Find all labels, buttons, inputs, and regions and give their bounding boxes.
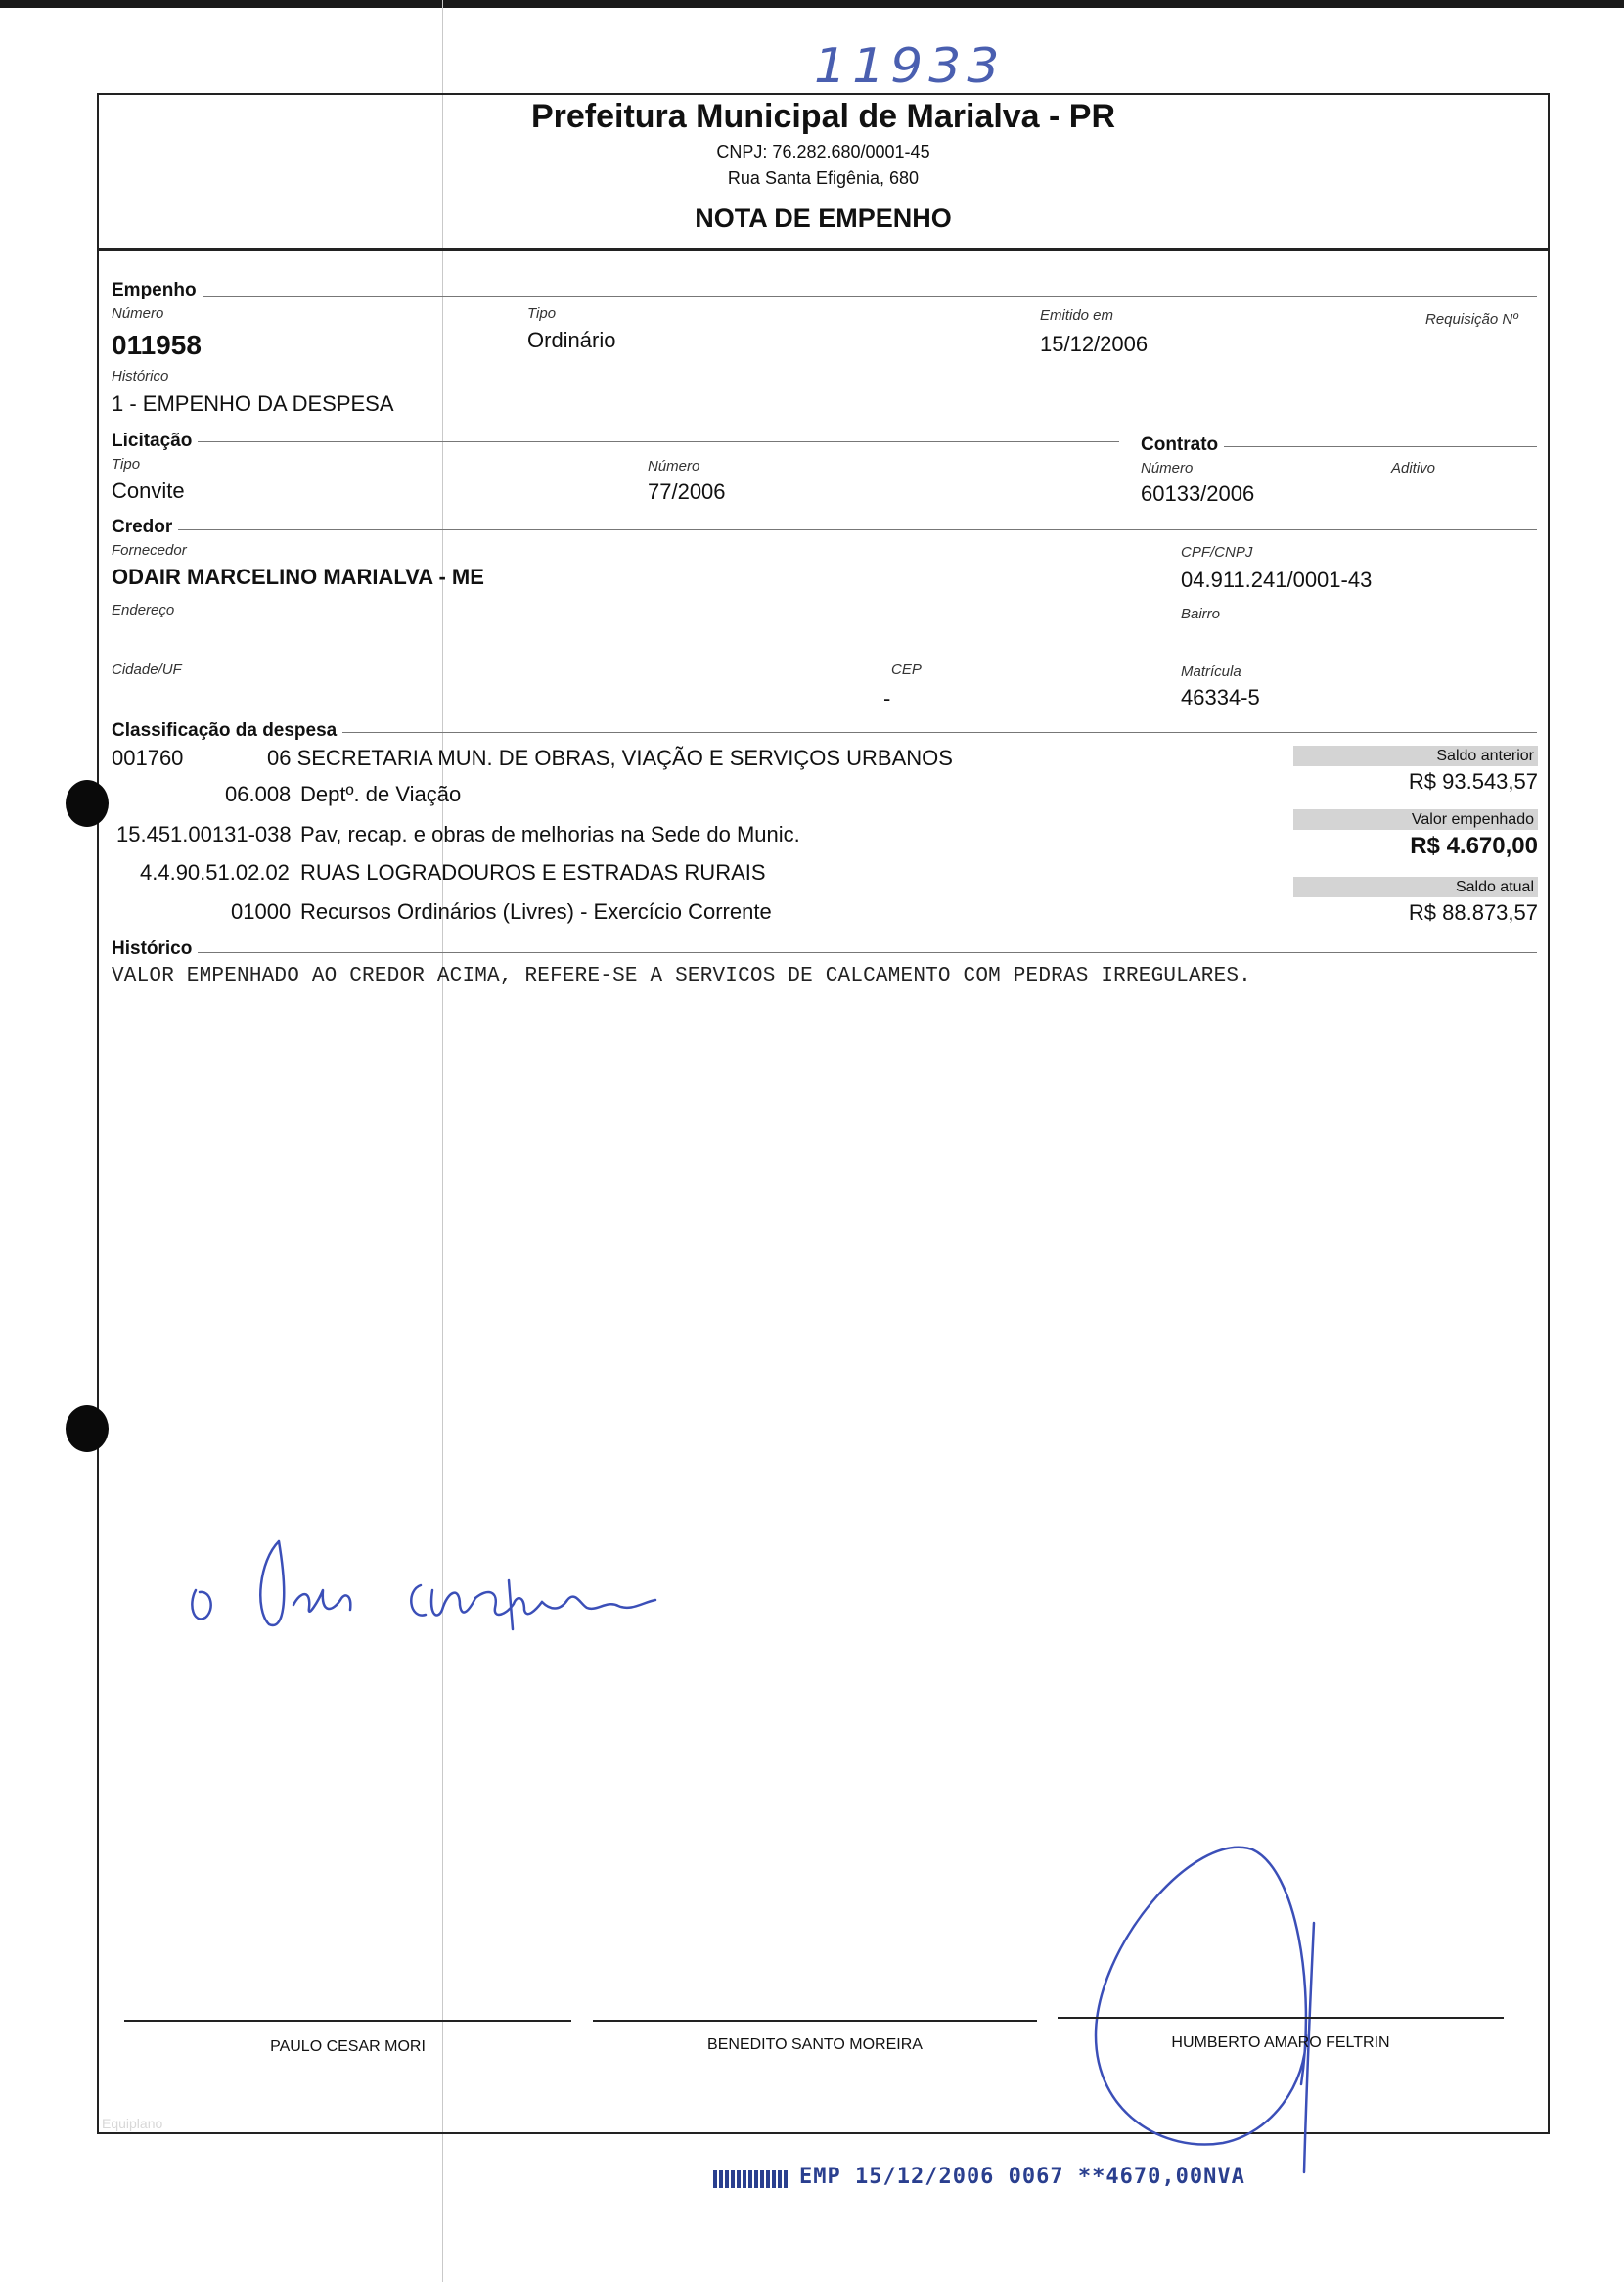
cep-label: CEP [891, 662, 922, 678]
scan-edge [0, 0, 1624, 8]
punch-hole [66, 780, 109, 827]
signatory-name: HUMBERTO AMARO FELTRIN [1171, 2034, 1390, 2051]
historico-rule [112, 952, 1537, 953]
endereco-label: Endereço [112, 602, 175, 618]
matricula-label: Matrícula [1181, 663, 1241, 680]
class-code-2: 06.008 [225, 782, 292, 806]
class-code-3: 15.451.00131-038 [116, 822, 292, 846]
requisicao-label: Requisição Nº [1425, 311, 1518, 328]
signature-line [1058, 2017, 1504, 2019]
signature-line [124, 2020, 571, 2022]
class-text-4: RUAS LOGRADOUROS E ESTRADAS RURAIS [300, 860, 766, 885]
header-address: Rua Santa Efigênia, 680 [727, 168, 920, 188]
print-stamp: EMP 15/12/2006 0067 **4670,00NVA [799, 2165, 1245, 2189]
header-cnpj: CNPJ: 76.282.680/0001-45 [716, 142, 930, 161]
section-historico: Histórico [112, 938, 198, 960]
credor-rule [112, 529, 1537, 530]
contrato-numero: 60133/2006 [1141, 481, 1255, 506]
empenho-numero: 011958 [112, 330, 202, 360]
empenho-numero-label: Número [112, 305, 164, 322]
saldo-anterior-label: Saldo anterior [1293, 746, 1538, 766]
bairro-label: Bairro [1181, 606, 1221, 622]
class-text-3: Pav, recap. e obras de melhorias na Sede do Munic. [300, 822, 800, 846]
empenho-historico-label: Histórico [112, 368, 169, 385]
empenho-historico: 1 - EMPENHO DA DESPESA [112, 391, 394, 416]
signatory-name: PAULO CESAR MORI [270, 2038, 426, 2055]
handwritten-note [176, 1522, 763, 1649]
fornecedor-label: Fornecedor [112, 542, 187, 559]
class-code-1: 001760 [112, 746, 184, 770]
section-credor: Credor [112, 517, 178, 538]
valor-empenhado: R$ 4.670,00 [1410, 833, 1538, 859]
licitacao-numero: 77/2006 [648, 479, 726, 504]
class-text-1: 06 SECRETARIA MUN. DE OBRAS, VIAÇÃO E SERVIÇOS URBANOS [267, 746, 953, 770]
header-divider [97, 248, 1550, 251]
empenho-rule [112, 296, 1537, 297]
licitacao-numero-label: Número [648, 458, 700, 475]
section-licitacao: Licitação [112, 431, 198, 452]
footer-brand: Equiplano [102, 2116, 163, 2131]
saldo-anterior: R$ 93.543,57 [1408, 769, 1538, 794]
section-contrato: Contrato [1141, 434, 1224, 456]
cpf-cnpj-label: CPF/CNPJ [1181, 544, 1253, 561]
stamp-barcode-icon [713, 2170, 789, 2188]
licitacao-tipo-label: Tipo [112, 456, 141, 473]
cpf-cnpj: 04.911.241/0001-43 [1181, 568, 1373, 592]
signature-scribble [1076, 1830, 1331, 2182]
cidade-label: Cidade/UF [112, 662, 182, 678]
page-title: Prefeitura Municipal de Marialva - PR [530, 98, 1116, 135]
empenho-tipo-label: Tipo [527, 305, 557, 322]
contrato-numero-label: Número [1141, 460, 1194, 477]
signatory-name: BENEDITO SANTO MOREIRA [707, 2036, 923, 2053]
aditivo-label: Aditivo [1391, 460, 1436, 477]
licitacao-rule [112, 441, 1119, 442]
saldo-atual: R$ 88.873,57 [1408, 900, 1538, 925]
handwritten-page-number: 11933 [814, 38, 1006, 95]
saldo-atual-label: Saldo atual [1293, 877, 1538, 897]
class-text-2: Deptº. de Viação [300, 782, 462, 806]
historico-text: VALOR EMPENHADO AO CREDOR ACIMA, REFERE-SE A SERVICOS DE CALCAMENTO COM PEDRAS IRREGULARES. [112, 965, 1251, 987]
fornecedor-name: ODAIR MARCELINO MARIALVA - ME [112, 565, 484, 589]
emitido-label: Emitido em [1040, 307, 1114, 324]
class-code-5: 01000 [231, 899, 292, 924]
empenho-tipo: Ordinário [527, 328, 616, 352]
emitido-date: 15/12/2006 [1040, 332, 1149, 356]
section-empenho: Empenho [112, 280, 203, 301]
licitacao-tipo: Convite [112, 479, 185, 503]
matricula: 46334-5 [1181, 685, 1260, 709]
cep-value: - [883, 686, 891, 710]
section-classificacao: Classificação da despesa [112, 720, 342, 742]
signature-line [593, 2020, 1037, 2022]
valor-empenhado-label: Valor empenhado [1293, 809, 1538, 830]
punch-hole [66, 1405, 109, 1452]
class-code-4: 4.4.90.51.02.02 [140, 860, 290, 885]
class-text-5: Recursos Ordinários (Livres) - Exercício Corrente [300, 899, 772, 924]
document-title: NOTA DE EMPENHO [695, 204, 952, 233]
